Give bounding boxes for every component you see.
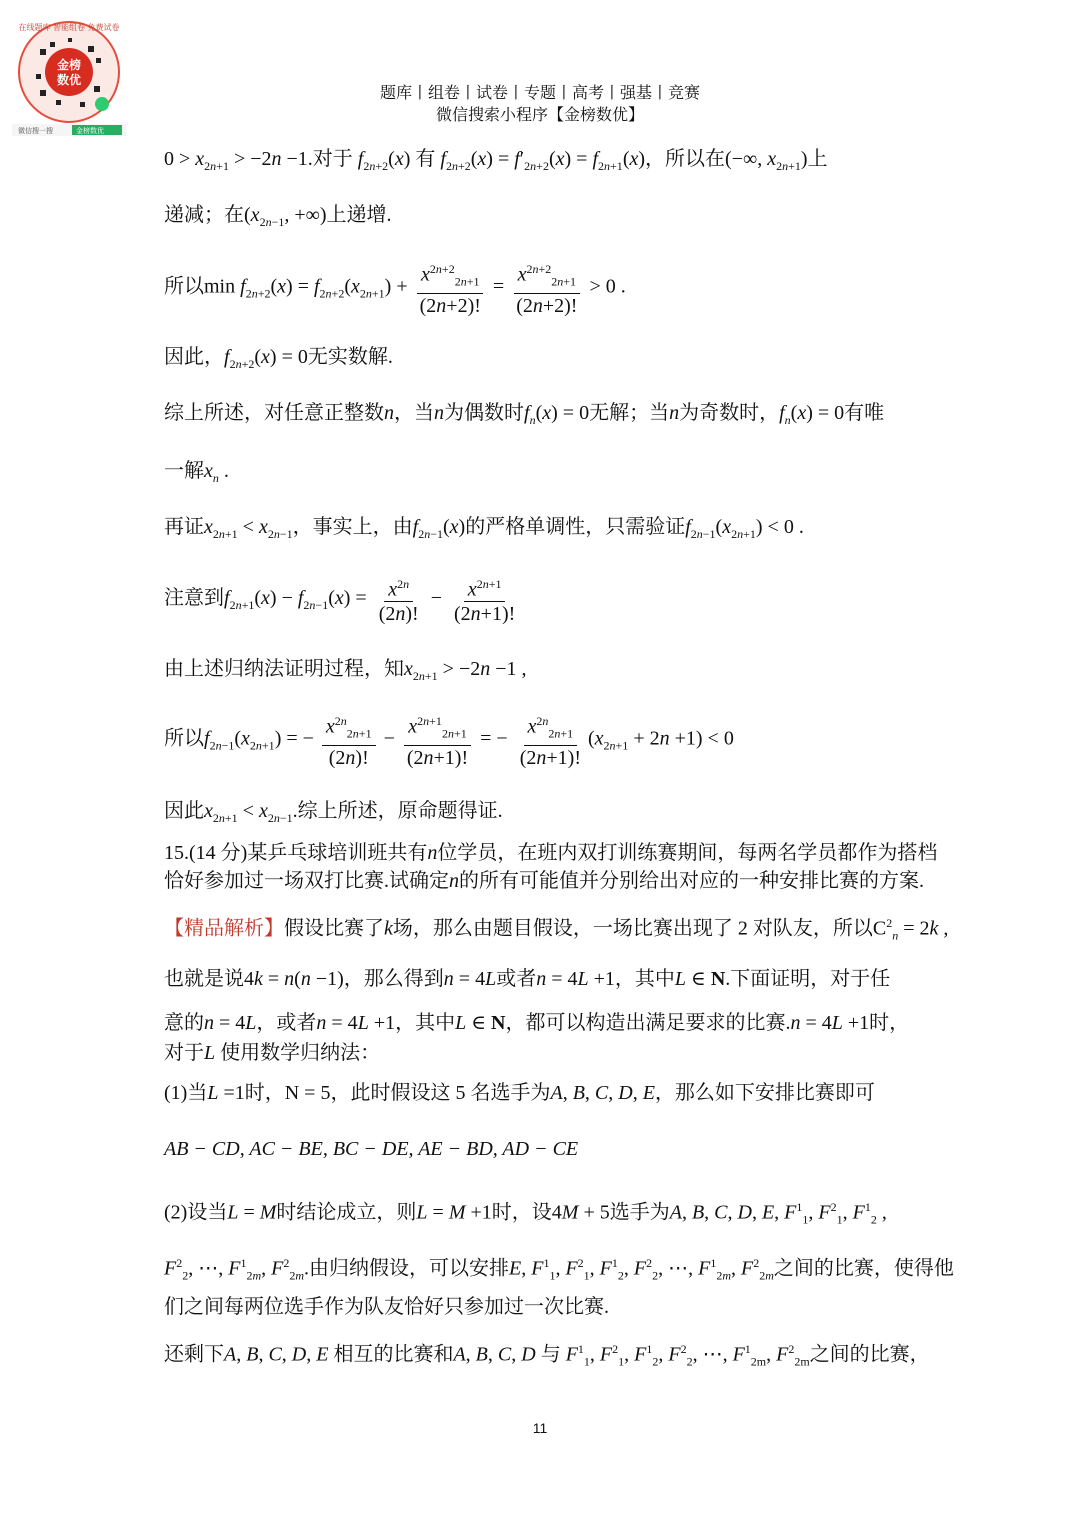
text-line-10: 所以$f_{2n-1}(x_{2n+1})$ = − $\frac{x^{2n}_{2n+1}}{(2n)!}$ − $\frac{x^{2n+1}_{2n+1}}{(2n+1)!}$ = − $\frac{x^{2n}_{2n+1}}{(2n+1)!}$ $(x_{2n+1} + 2n +1) < 0$ <box>164 710 734 773</box>
question-15-line-1: 15.(14 分)某乒乓球培训班共有n位学员，在班内双打训练赛期间，每两名学员都作为搭档 <box>164 842 938 864</box>
logo-center-text-1: 金榜 <box>56 58 82 72</box>
header-sub: 微信搜索小程序【金榜数优】 <box>435 105 644 124</box>
page-number: 11 <box>532 1420 548 1436</box>
text-line-9: 由上述归纳法证明过程，知$x_{2n+1} > -2n -1$ , <box>164 658 527 683</box>
text-line-8: 注意到$f_{2n+1}(x) - f_{2n-1}(x)$ = $\frac{x^{2n}}{(2n)!}$ − $\frac{x^{2n+1}}{(2n+1)!}$ <box>164 570 522 633</box>
solution-line-1: 【精品解析】假设比赛了k场，那么由题目假设，一场比赛出现了 2 对队友，所以$C^2_n = 2k$ , <box>164 916 949 943</box>
solution-line-3: 意的n = 4L，或者n = 4L +1，其中L ∈ N，都可以构造出满足要求的比赛.n = 4L +1时， <box>164 1012 910 1034</box>
solution-line-2: 也就是说4k = n(n −1)，那么得到n = 4L或者n = 4L +1，其中L ∈ N.下面证明，对于任 <box>164 968 891 990</box>
text-line-2: 递减；在($x_{2n-1}$, +∞)上递增. <box>164 204 392 229</box>
solution-line-9: 们之间每两位选手作为队友恰好只参加过一次比赛. <box>164 1296 609 1318</box>
solution-line-4: 对于L 使用数学归纳法： <box>164 1042 381 1064</box>
text-line-4: 因此，$f_{2n+2}(x) = 0$无实数解. <box>164 346 393 371</box>
question-15-line-2: 恰好参加过一场双打比赛.试确定n的所有可能值并分别给出对应的一种安排比赛的方案. <box>164 870 924 892</box>
solution-tag: 【精品解析】 <box>164 917 284 940</box>
logo-bar-left: 微信搜一搜 <box>18 127 53 135</box>
text-line-3: 所以$\min f_{2n+2}(x) = f_{2n+2}(x_{2n+1})$ + $\frac{x^{2n+2}_{2n+1}}{(2n+2)!}$ = $\frac{x^{2n+2}_{2n+1}}{(2n+2)!}$ > 0 . <box>164 258 626 321</box>
solution-line-10: 还剩下A, B, C, D, E 相互的比赛和A, B, C, D 与 $F^1_1$, $F^2_1$, $F^1_2$, $F^2_2$, ⋯, $F^1_{2m}$, $F^2_{2m}$之间的比赛， <box>164 1342 930 1369</box>
solution-line-6: AB − CD, AC − BE, BC − DE, AE − BD, AD − CE <box>164 1138 579 1160</box>
solution-line-7: (2)设当L = M时结论成立，则L = M +1时，设4M + 5选手为A, B, C, D, E, $F^1_1$, $F^2_1$, $F^1_2$ , <box>164 1200 887 1227</box>
text-line-11: 因此$x_{2n+1} < x_{2n-1}$.综上所述，原命题得证. <box>164 800 503 825</box>
solution-line-5: (1)当L =1时，N = 5，此时假设这 5 名选手为A, B, C, D, E，那么如下安排比赛即可 <box>164 1082 875 1104</box>
logo-center-text-2: 数优 <box>56 73 82 87</box>
logo-ring-text: 在线题库 智能组卷 免费试卷 <box>18 23 120 32</box>
solution-line-8: $F^2_2$, ⋯, $F^1_{2m}$, $F^2_{2m}$.由归纳假设，可以安排E, $F^1_1$, $F^2_1$, $F^1_2$, $F^2_2$, ⋯, $F^1_{2m}$, $F^2_{2m}$之间的比赛，使得他 <box>164 1256 954 1283</box>
text-line-7: 再证$x_{2n+1} < x_{2n-1}$，事实上，由$f_{2n-1}(x)$的严格单调性，只需验证$f_{2n-1}(x_{2n+1}) < 0$ . <box>164 516 804 541</box>
header-nav: 题库丨组卷丨试卷丨专题丨高考丨强基丨竞赛 <box>379 83 700 102</box>
text-line-1: $0 > x_{2n+1} > -2n -1$.对于 $f_{2n+2}(x)$ 有 $f_{2n+2}(x) = f'_{2n+2}(x) = f_{2n+1}(x)$，所以在(−∞, $x_{2n+1}$)上 <box>164 148 828 173</box>
text-line-6: 一解$x_n$ . <box>164 460 229 485</box>
text-line-5: 综上所述，对任意正整数n，当n为偶数时$f_n(x) = 0$无解；当n为奇数时，$f_n(x) = 0$有唯 <box>164 402 885 427</box>
logo-bar-right: 金榜数优 <box>76 127 104 135</box>
